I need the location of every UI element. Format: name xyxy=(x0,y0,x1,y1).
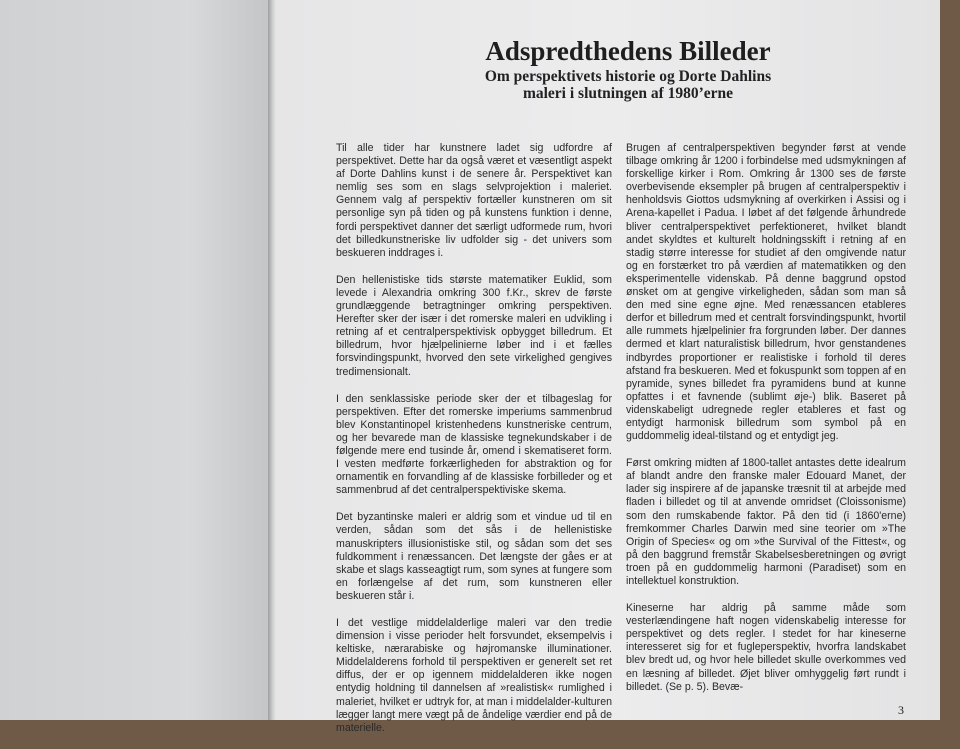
page-number: 3 xyxy=(898,703,904,717)
paragraph: Det byzantinske maleri er aldrig som et vindue ud til en verden, sådan som det sås i de hellenistiske manuskripters illusionistiske stil, og sådan som det ses fuldkomment i renæssancen. Det længste der gåes er at skabe et slags kasseagtigt rum, som synes at fungere som en forlængelse af det rum, som kunstneren eller beskueren står i. xyxy=(336,511,612,602)
text-column-right xyxy=(626,142,906,708)
paragraph: I det vestlige middelalderlige maleri var den tredie dimension i visse perioder helt forsvundet, eksempelvis i keltiske, nærarabiske og højromanske illuminationer. Middelalderens forhold til perspektiven er generelt set ret diffus, der er op igennem middelalderen ikke nogen entydig holdning til dannelsen af »realistisk« rumlighed i maleriet, hvilket er udtryk for, at man i middelalder-kulturen lægger langt mere vægt på de åndelige værdier end på de materielle. xyxy=(336,617,612,734)
article-title: Adspredthedens Billeder xyxy=(485,36,771,66)
right-page xyxy=(276,0,940,734)
paragraph: Den hellenistiske tids største matematiker Euklid, som levede i Alexandria omkring 300 f.Kr., skrev de første grundlæggende betragtninger omkring perspektiven. Herefter sker der især i det romerske maleri en udvikling i retning af et centralperspektivisk opbygget billedrum. Et billedrum, hvor hjælpelinierne løber ind i et fælles forsvindingspunkt, hvorved den sete virkelighed gengives tredimensionalt. xyxy=(336,273,612,378)
paragraph: Til alle tider har kunstnere ladet sig udfordre af perspektivet. Dette har da også været et væsentligt aspekt af Dorte Dahlins kunst i de senere år. Perspektivet kan nemlig ses som en slags selvprojektion i maleriet. Gennem valg af perspektiv fortæller kunstneren om sit personlige syn på tiden og på kunstens funktion i denne, fordi perspektivet danner det særligt udformede rum, hvori det billedkunstneriske liv udfolder sig - det univers som beskueren inddrages i. xyxy=(336,142,612,259)
paragraph: Brugen af centralperspektiven begynder først at vende tilbage omkring år 1200 i forbindelse med udsmykningen af forskellige kirker i Rom. Omkring år 1300 ses de første overbevisende eksempler på brugen af centralperspektiv i henholdsvis Giottos udsmykning af overkirken i Assisi og i Arena-kapellet i Padua. I løbet af det følgende århundrede bliver centralperspektivet perfektioneret, hvilket blandt andet skyldtes et kulturelt holdningsskift i retning af en stadig større interesse for studiet af den omgivende natur og en forstærket tro på værdien af matematikken og den eksperimentelle videnskab. På denne baggrund opstod ønsket om at gengive virkeligheden, sådan som man så den med sine egne øjne. Med renæssancen etableres derfor et billedrum med et centralt forsvindingspunkt, hvortil alle rummets hjælpelinier fra forgrunden løber. Der dannes dermed et klart naturalistisk billedrum, hvor genstandenes indbyrdes proportioner er realistiske i forhold til deres afstand fra beskueren. Med et fokuspunkt som toppen af en pyramide, synes billedet fra pyramidens bund at kunne opfattes i et favnende (sublimt øje-) blik. Baseret på videnskabeligt udregnede regler etableres et fast og entydigt harmonisk billedrum som symbol på en guddommelig ideal-tilstand og et entydigt jeg. xyxy=(626,142,906,443)
article-subtitle xyxy=(276,68,940,102)
subtitle-line-2: maleri i slutningen af 1980’erne xyxy=(522,85,734,102)
left-page xyxy=(0,0,270,720)
paragraph: Kineserne har aldrig på samme måde som vesterlændingene haft nogen videnskabelig interesse for perspektivet og dets regler. I stedet for har kineserne interesseret sig for et fugleperspektiv, hvorfra landskabet blev bredt ud, og hvor hele billedet skulle overkommes ved en læsning af billedet. Øjet bliver omhyggelig ført rundt i billedet. (Se p. 5). Bevæ- xyxy=(626,602,906,693)
paragraph: Først omkring midten af 1800-tallet antastes dette idealrum af blandt andre den franske maler Edouard Manet, der lader sig inspirere af de japanske træsnit til at arbejde med fladen i billedet og til at anvende omridset (Cloissonisme) som den rumskabende faktor. På den tid (i 1860'erne) fremkommer Charles Darwin med sine teorier om »The Origin of Species« og om »the Survival of the Fittest«, og på den baggrund fremstår Skabelsesberetningen og øvrigt troen på en guddommelig harmoni (Paradiset) som en intellektuel konstruktion. xyxy=(626,457,906,587)
paragraph: I den senklassiske periode sker der et tilbageslag for perspektiven. Efter det romerske imperiums sammenbrud blev Konstantinopel kristenhedens kunstneriske centrum, og her bevarede man de klassiske tegnekundskaber i de følgende mere end tusinde år, omend i skematiseret form. I vesten medførte forkærligheden for abstraktion og for ornamentik en forvandling af de klassiske forbilleder og et sammenbrud af det centralperspektiviske skema. xyxy=(336,392,612,497)
text-column-left xyxy=(336,142,612,749)
subtitle-line-1: Om perspektivets historie og Dorte Dahlins xyxy=(484,68,772,85)
book-gutter xyxy=(268,0,276,720)
